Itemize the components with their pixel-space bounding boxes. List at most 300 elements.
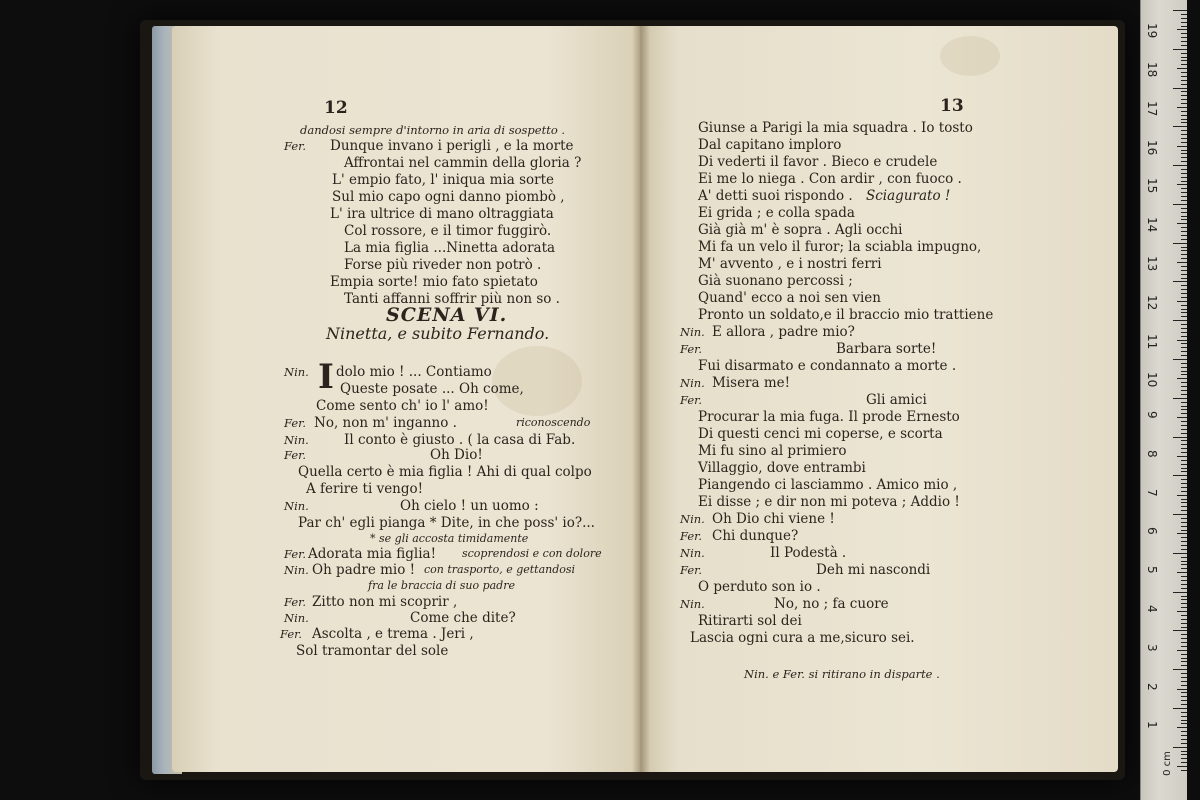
left-text-line: Queste posate ... Oh come, [340,381,524,397]
left-text-line: Nin. [284,611,309,625]
ruler-tick [1181,580,1187,581]
ruler-tick [1181,343,1187,344]
left-text-line: dandosi sempre d'intorno in aria di sospetto . [300,123,566,137]
ruler-tick [1177,417,1187,418]
right-text-line: Giunse a Parigi la mia squadra . Io tosto [698,120,973,136]
ruler-tick [1181,530,1187,531]
left-text-line: Nin. [284,563,309,577]
ruler-tick [1181,743,1187,744]
ruler-tick [1181,328,1187,329]
ruler-tick [1173,49,1187,50]
right-text-line: Sciagurato ! [866,188,951,204]
ruler-tick [1177,223,1187,224]
left-text-line: scoprendosi e con dolore [462,547,602,560]
left-text-line: Fer. [284,547,307,561]
ruler-label: 17 [1145,100,1159,117]
ruler-tick [1173,708,1187,709]
left-text-line: La mia figlia ...Ninetta adorata [344,240,556,256]
left-text-line: Sol tramontar del sole [296,643,449,659]
ruler-tick [1181,177,1187,178]
ruler-tick [1181,371,1187,372]
left-text-line: A ferire ti vengo! [306,481,424,497]
ruler-tick [1177,495,1187,496]
ruler-tick [1181,406,1187,407]
ruler-tick [1181,150,1187,151]
ruler-tick [1181,642,1187,643]
ruler-tick [1181,332,1187,333]
page-stain [940,36,1000,76]
ruler-tick [1181,111,1187,112]
right-text-line: Quand' ecco a noi sen vien [698,290,881,306]
ruler-tick [1181,429,1187,430]
ruler-tick [1181,762,1187,763]
ruler-tick [1181,658,1187,659]
ruler-tick [1181,231,1187,232]
ruler-tick [1181,409,1187,410]
ruler-tick [1181,433,1187,434]
ruler-tick [1181,37,1187,38]
ruler-tick [1177,184,1187,185]
ruler-tick [1181,607,1187,608]
right-page [640,26,1118,772]
ruler-tick [1181,623,1187,624]
right-text-line: Fer. [680,529,703,543]
ruler-tick [1181,363,1187,364]
ruler-tick [1181,561,1187,562]
ruler-tick [1181,254,1187,255]
left-text-line: Oh Dio! [430,447,483,463]
ruler-tick [1181,367,1187,368]
ruler-tick [1181,518,1187,519]
right-text-line: Dal capitano imploro [698,137,842,153]
ruler-tick [1181,731,1187,732]
ruler-tick [1181,80,1187,81]
ruler-tick [1181,723,1187,724]
ruler-tick [1181,285,1187,286]
ruler-tick [1181,119,1187,120]
right-text-line: Fui disarmato e condannato a morte . [698,358,957,374]
left-text-line: Come sento ch' io l' amo! [316,398,489,414]
right-text-line: Di vederti il favor . Bieco e crudele [698,154,938,170]
right-text-line: O perduto son io . [698,579,821,595]
ruler-tick [1173,553,1187,554]
ruler-tick [1181,134,1187,135]
ruler-tick [1181,305,1187,306]
ruler-label: 8 [1145,449,1159,458]
ruler-tick [1177,340,1187,341]
left-text-line: Ascolta , e trema . Jeri , [312,626,474,642]
left-text-line: No, non m' inganno . [314,415,457,431]
right-text-line: Mi fa un velo il furor; la sciabla impugno, [698,239,982,255]
ruler-tick [1181,239,1187,240]
ruler-tick [1181,216,1187,217]
ruler-tick [1181,208,1187,209]
ruler-label: 19 [1145,23,1159,39]
ruler-label: 12 [1145,294,1159,311]
ruler-tick [1181,479,1187,480]
ruler-label: 1 [1145,721,1159,729]
ruler-tick [1173,437,1187,438]
ruler-label: 2 [1145,682,1159,691]
right-text-line: A' detti suoi rispondo . [698,188,853,204]
ruler-tick [1181,293,1187,294]
ruler-tick [1181,421,1187,422]
left-text-line: Come che dite? [410,610,516,626]
ruler-tick [1173,398,1187,399]
left-text-line: Oh padre mio ! [312,562,416,578]
ruler-tick [1173,320,1187,321]
ruler-tick [1181,181,1187,182]
ruler-tick [1181,638,1187,639]
ruler-label: 18 [1145,62,1159,78]
right-text-line: Ei disse ; e dir non mi poteva ; Addio ! [698,494,960,510]
ruler-tick [1181,545,1187,546]
ruler-tick [1181,692,1187,693]
ruler-tick [1177,650,1187,651]
ruler-tick [1181,654,1187,655]
ruler-tick [1177,727,1187,728]
ruler-tick [1173,359,1187,360]
ruler-tick [1181,464,1187,465]
ruler-label: 4 [1145,605,1159,613]
ruler-tick [1181,712,1187,713]
ruler-tick [1173,126,1187,127]
ruler-tick [1181,142,1187,143]
ruler-tick [1173,475,1187,476]
ruler-tick [1173,514,1187,515]
ruler-tick [1181,91,1187,92]
left-text-line: Fer. [280,627,303,641]
ruler-tick [1181,661,1187,662]
left-text-line: Affrontai nel cammin della gloria ? [344,155,582,171]
ruler-tick [1181,64,1187,65]
right-text-line: M' avvento , e i nostri ferri [698,256,882,272]
scene-subtitle: Ninetta, e subito Fernando. [326,324,550,343]
ruler-tick [1181,258,1187,259]
ruler-tick [1177,301,1187,302]
left-text-line: Fer. [284,416,307,430]
ruler-tick [1181,627,1187,628]
ruler-tick [1181,266,1187,267]
ruler-tick [1181,103,1187,104]
ruler-tick [1181,522,1187,523]
left-text-line: Empia sorte! mio fato spietato [330,274,538,290]
ruler-tick [1181,557,1187,558]
right-text-line: Misera me! [712,375,791,391]
ruler-tick [1181,681,1187,682]
ruler-tick [1177,378,1187,379]
left-text-line: con trasporto, e gettandosi [424,563,576,576]
right-text-line: Ritirarti sol dei [698,613,802,629]
ruler-tick [1177,68,1187,69]
right-text-line: Mi fu sino al primiero [698,443,847,459]
ruler-tick [1181,599,1187,600]
ruler-tick [1181,14,1187,15]
ruler-tick [1181,115,1187,116]
ruler-tick [1181,18,1187,19]
ruler-tick [1177,29,1187,30]
ruler-tick [1181,26,1187,27]
ruler-tick [1181,196,1187,197]
ruler-tick [1173,88,1187,89]
ruler-tick [1181,95,1187,96]
ruler-tick [1173,243,1187,244]
right-text-line: Nin. [680,597,705,611]
ruler-tick [1181,382,1187,383]
right-text-line: Nin. [680,512,705,526]
right-text-line: Chi dunque? [712,528,799,544]
ruler-tick [1181,394,1187,395]
right-text-line: Procurar la mia fuga. Il prode Ernesto [698,409,960,425]
ruler-tick [1181,192,1187,193]
ruler-tick [1181,770,1187,771]
ruler-tick [1177,689,1187,690]
ruler-tick [1181,188,1187,189]
left-text-line: Nin. [284,433,309,447]
ruler-tick [1181,448,1187,449]
ruler-label: 10 [1145,372,1159,388]
ruler-tick [1181,468,1187,469]
left-text-line: L' empio fato, l' iniqua mia sorte [332,172,555,188]
ruler-tick [1181,270,1187,271]
left-text-line: Nin. [284,365,309,379]
ruler-tick [1181,673,1187,674]
right-text-line: Gli amici [866,392,927,408]
ruler-tick [1181,289,1187,290]
right-text-line: Barbara sorte! [836,341,937,357]
right-text-line: Lascia ogni cura a me,sicuro sei. [690,630,915,646]
ruler-tick [1181,84,1187,85]
left-text-line: * se gli accosta timidamente [370,532,529,545]
ruler-tick [1181,72,1187,73]
left-text-line: Oh cielo ! un uomo : [400,498,539,514]
ruler-tick [1181,700,1187,701]
left-text-line: Col rossore, e il timor fuggirò. [344,223,552,239]
ruler-tick [1181,537,1187,538]
ruler-tick [1181,549,1187,550]
ruler-tick [1181,646,1187,647]
ruler-tick [1181,502,1187,503]
ruler-tick [1181,685,1187,686]
ruler-tick [1181,444,1187,445]
ruler-label: 11 [1145,333,1159,349]
ruler-tick [1181,324,1187,325]
right-text-line: Pronto un soldato,e il braccio mio trattiene [698,307,994,323]
ruler-tick [1181,386,1187,387]
ruler-tick [1181,60,1187,61]
ruler-tick [1173,630,1187,631]
ruler-tick [1181,739,1187,740]
right-text-line: Il Podestà . [770,545,847,561]
ruler-tick [1181,33,1187,34]
page-number-right: 13 [940,96,964,116]
ruler-tick [1181,173,1187,174]
right-text-line: Nin. [680,325,705,339]
ruler-tick [1177,262,1187,263]
left-text-line: Il conto è giusto . ( la casa di Fab. [344,432,576,448]
left-page [172,26,640,772]
ruler-tick [1177,611,1187,612]
scene-title: SCENA VI. [386,304,508,326]
ruler-label: 14 [1145,217,1159,233]
right-text-line: Villaggio, dove entrambi [698,460,866,476]
ruler-label: 3 [1145,643,1159,652]
ruler-tick [1181,99,1187,100]
right-text-line: Ei me lo niega . Con ardir , con fuoco . [698,171,962,187]
ruler-tick [1181,460,1187,461]
ruler-tick [1181,153,1187,154]
ruler-tick [1181,564,1187,565]
ruler-tick [1181,297,1187,298]
ruler-tick [1181,274,1187,275]
ruler-tick [1181,130,1187,131]
ruler-tick [1181,347,1187,348]
ruler-tick [1181,720,1187,721]
ruler-tick [1181,219,1187,220]
left-text-line: riconoscendo [516,416,591,429]
ruler-tick [1173,747,1187,748]
ruler-tick [1181,696,1187,697]
right-text-line: E allora , padre mio? [712,324,855,340]
ruler-tick [1181,227,1187,228]
right-text-line: Nin. [680,546,705,560]
ruler-tick [1181,57,1187,58]
ruler-tick [1181,309,1187,310]
ruler-tick [1177,107,1187,108]
left-text-line: fra le braccia di suo padre [368,579,515,592]
left-text-line: Par ch' egli pianga * Dite, in che poss' io?... [298,515,595,531]
ruler-tick [1181,603,1187,604]
ruler-tick [1177,766,1187,767]
measurement-ruler [1140,0,1187,800]
right-text-line: Piangendo ci lasciammo . Amico mio , [698,477,958,493]
ruler-tick [1181,312,1187,313]
drop-cap: I [318,357,334,397]
ruler-tick [1181,568,1187,569]
ruler-tick [1173,592,1187,593]
ruler-tick [1181,355,1187,356]
right-text-line: No, no ; fa cuore [774,596,889,612]
ruler-tick [1181,157,1187,158]
right-text-line: Deh mi nascondi [816,562,931,578]
right-text-line: Fer. [680,563,703,577]
ruler-tick [1181,45,1187,46]
ruler-tick [1173,165,1187,166]
ruler-tick [1181,390,1187,391]
ruler-tick [1181,53,1187,54]
ruler-tick [1181,41,1187,42]
ruler-label: 9 [1145,411,1159,419]
right-text-line: Già suonano percossi ; [698,273,853,289]
ruler-tick [1173,669,1187,670]
left-text-line: Forse più riveder non potrò . [344,257,542,273]
ruler-tick [1181,754,1187,755]
ruler-tick [1181,510,1187,511]
ruler-tick [1181,499,1187,500]
ruler-label: 6 [1145,527,1159,536]
ruler-tick [1181,402,1187,403]
right-text-line: Nin. e Fer. si ritirano in disparte . [744,667,940,681]
ruler-tick [1181,526,1187,527]
ruler-tick [1181,374,1187,375]
right-text-line: Di questi cenci mi coperse, e scorta [698,426,943,442]
ruler-tick [1181,413,1187,414]
left-text-line: Sul mio capo ogni danno piombò , [332,189,565,205]
ruler-tick [1181,704,1187,705]
ruler-label: 16 [1145,139,1159,155]
ruler-tick [1181,22,1187,23]
ruler-tick [1181,336,1187,337]
left-text-line: Fer. [284,448,307,462]
ruler-tick [1177,146,1187,147]
ruler-tick [1181,541,1187,542]
ruler-tick [1181,751,1187,752]
ruler-tick [1181,200,1187,201]
ruler-tick [1181,588,1187,589]
ruler-tick [1181,452,1187,453]
right-text-line: Oh Dio chi viene ! [712,511,835,527]
ruler-tick [1181,506,1187,507]
left-text-line: L' ira ultrice di mano oltraggiata [330,206,554,222]
ruler-tick [1181,677,1187,678]
right-text-line: Già già m' è sopra . Agli occhi [698,222,903,238]
left-text-line: Fer. [284,139,307,153]
ruler-tick [1181,735,1187,736]
ruler-tick [1181,716,1187,717]
ruler-label: 7 [1145,488,1159,497]
ruler-tick [1181,619,1187,620]
ruler-tick [1177,456,1187,457]
ruler-label: 15 [1145,178,1159,194]
ruler-tick [1181,250,1187,251]
ruler-tick [1181,316,1187,317]
left-text-line: Dunque invano i perigli , e la morte [330,138,574,154]
left-text-line: dolo mio ! ... Contiamo [336,364,492,380]
ruler-tick [1181,487,1187,488]
ruler-tick [1181,212,1187,213]
right-text-line: Nin. [680,376,705,390]
ruler-tick [1181,491,1187,492]
ruler-tick [1181,235,1187,236]
ruler-tick [1181,596,1187,597]
ruler-tick [1181,169,1187,170]
ruler-unit: 0 cm [1161,751,1173,776]
ruler-tick [1181,247,1187,248]
ruler-tick [1177,533,1187,534]
left-text-line: Quella certo è mia figlia ! Ahi di qual colpo [298,464,592,480]
right-text-line: Ei grida ; e colla spada [698,205,855,221]
left-text-line: Tanti affanni soffrir più non so . [344,291,560,307]
ruler-tick [1181,483,1187,484]
right-text-line: Fer. [680,393,703,407]
ruler-label: 5 [1145,566,1159,574]
left-text-line: Nin. [284,499,309,513]
page-number-left: 12 [324,98,348,118]
ruler-label: 13 [1145,256,1159,272]
left-text-line: Fer. [284,595,307,609]
ruler-tick [1181,122,1187,123]
ruler-tick [1181,278,1187,279]
ruler-tick [1177,572,1187,573]
ruler-tick [1181,758,1187,759]
ruler-tick [1181,634,1187,635]
ruler-tick [1181,471,1187,472]
book-gutter [632,26,650,772]
right-text-line: Fer. [680,342,703,356]
ruler-tick [1181,576,1187,577]
ruler-tick [1181,138,1187,139]
left-text-line: Zitto non mi scoprir , [312,594,458,610]
